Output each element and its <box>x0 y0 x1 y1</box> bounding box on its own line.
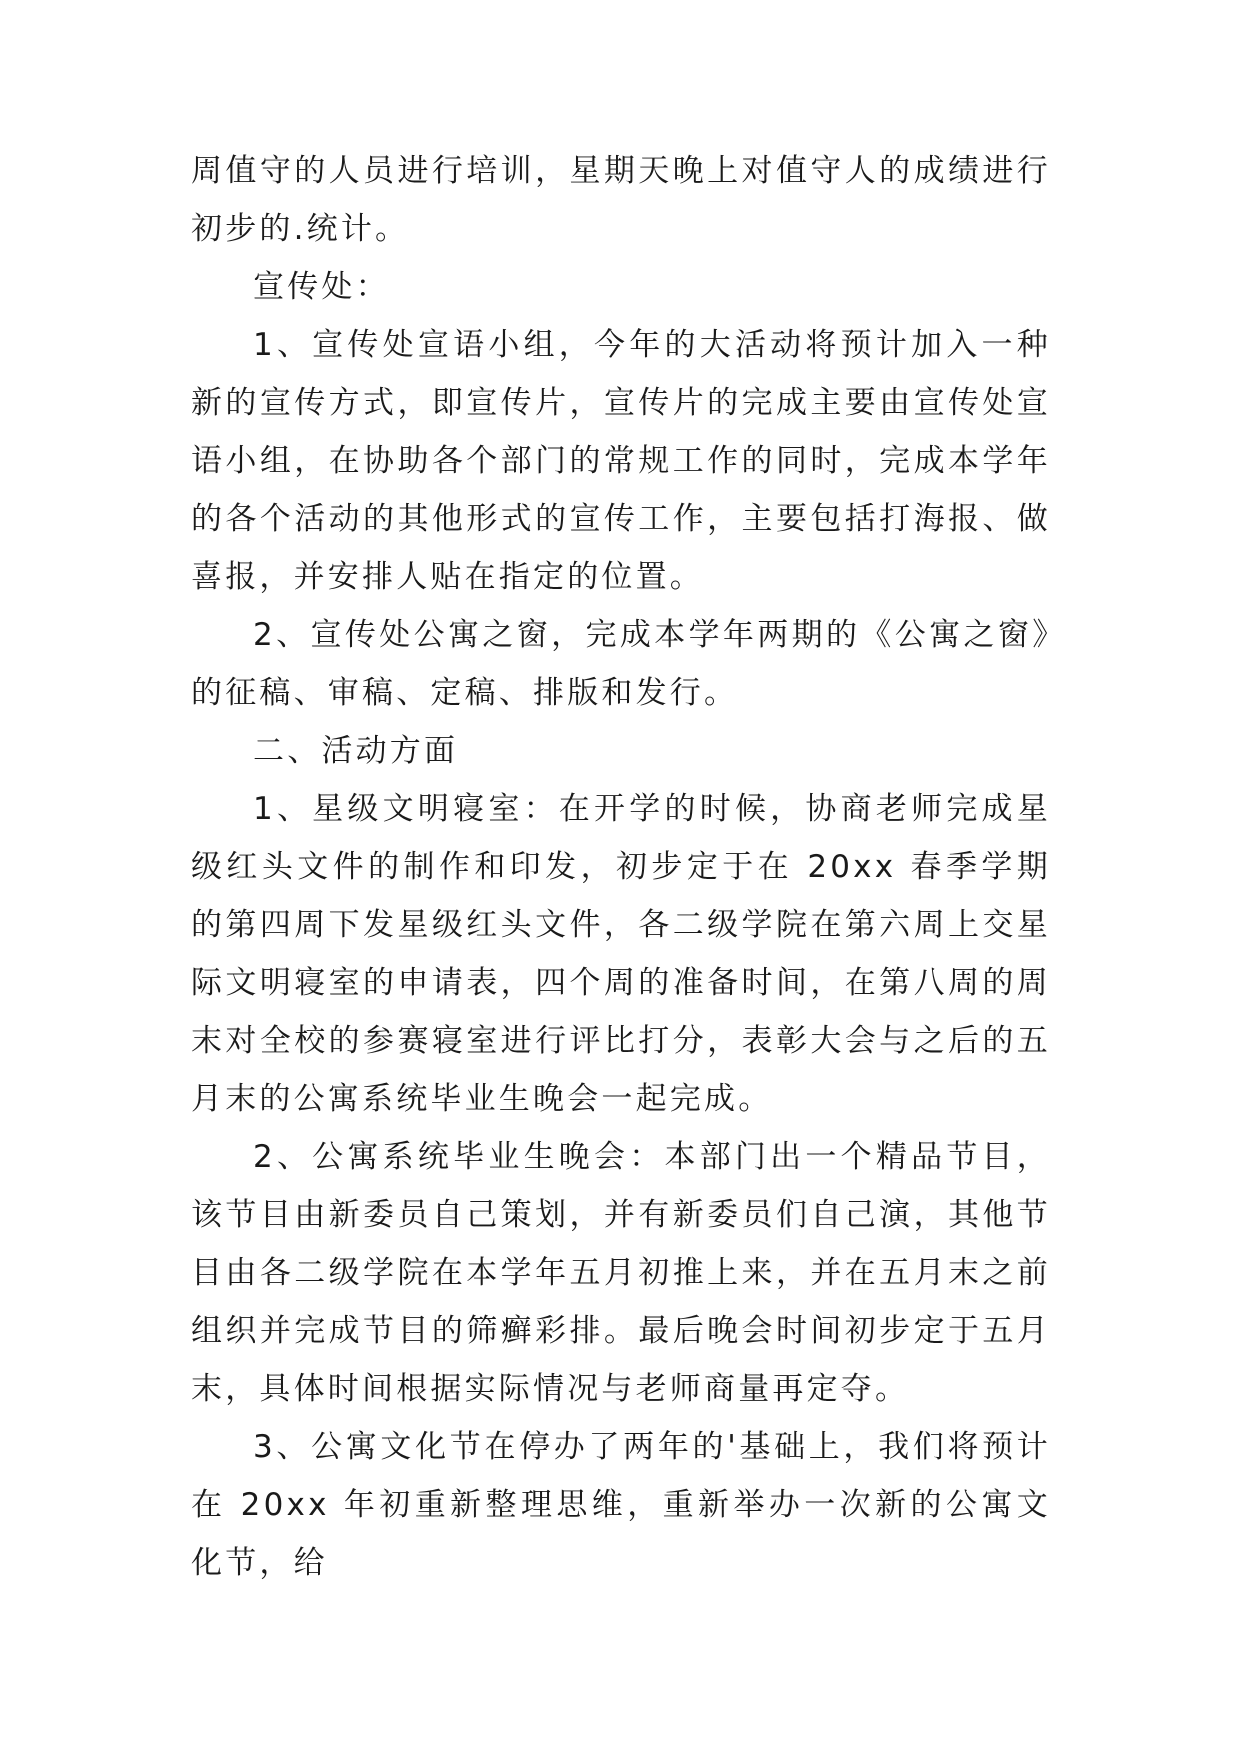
paragraph: 3、公寓文化节在停办了两年的'基础上，我们将预计在 20xx 年初重新整理思维，重新举办一次新的公寓文化节，给 <box>191 1429 1051 1581</box>
document-body <box>191 142 1051 1592</box>
paragraph: 1、宣传处宣语小组，今年的大活动将预计加入一种新的宣传方式，即宣传片，宣传片的完成主要由宣传处宣语小组，在协助各个部门的常规工作的同时，完成本学年的各个活动的其他形式的宣传工作，主要包括打海报、做喜报，并安排人贴在指定的位置。 <box>191 327 1051 595</box>
paragraph: 2、宣传处公寓之窗，完成本学年两期的《公寓之窗》的征稿、审稿、定稿、排版和发行。 <box>191 617 1051 711</box>
paragraph: 2、公寓系统毕业生晚会：本部门出一个精品节目，该节目由新委员自己策划，并有新委员们自己演，其他节目由各二级学院在本学年五月初推上来，并在五月末之前组织并完成节目的筛癣彩排。最后晚会时间初步定于五月末，具体时间根据实际情况与老师商量再定夺。 <box>191 1139 1051 1407</box>
section-heading: 二、活动方面 <box>253 733 459 769</box>
section-heading: 宣传处： <box>253 269 390 305</box>
paragraph: 周值守的人员进行培训，星期天晚上对值守人的成绩进行初步的.统计。 <box>191 153 1051 247</box>
paragraph: 1、星级文明寝室：在开学的时候，协商老师完成星级红头文件的制作和印发，初步定于在 20xx 春季学期的第四周下发星级红头文件，各二级学院在第六周上交星际文明寝室的申请表，四个周的准备时间，在第八周的周末对全校的参赛寝室进行评比打分，表彰大会与之后的五月末的公寓系统毕业生晚会一起完成。 <box>191 791 1051 1117</box>
